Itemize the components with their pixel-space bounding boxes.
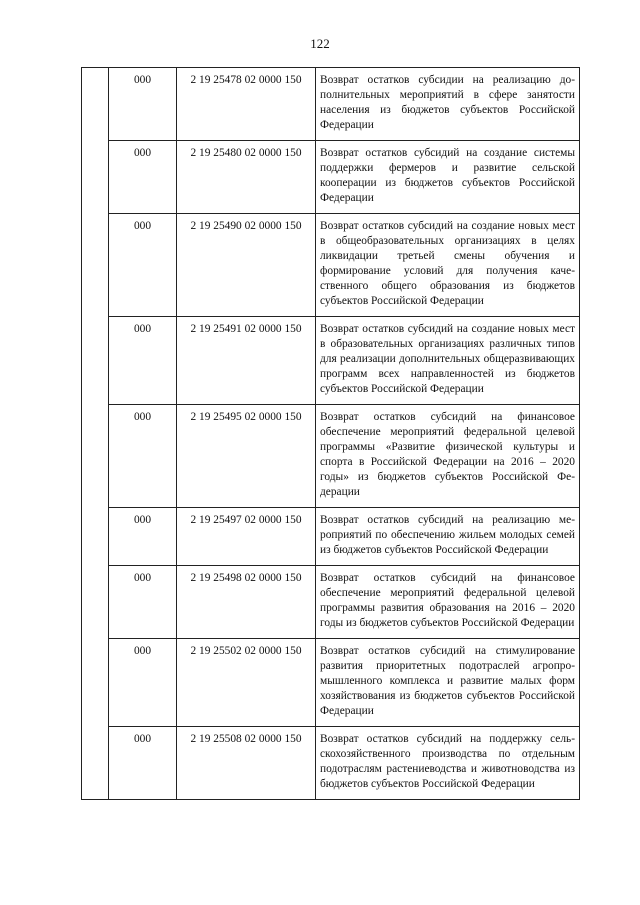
table-row [82,141,580,214]
page-number: 122 [310,36,330,51]
admin-code-cell: 000 [109,639,177,727]
admin-code-cell: 000 [109,141,177,214]
blank-cell [82,141,109,214]
admin-code-cell: 000 [109,214,177,317]
budget-code-cell: 2 19 25478 02 0000 150 [177,68,316,141]
admin-code-cell: 000 [109,317,177,405]
table-row [82,214,580,317]
description-cell: Возврат остатков субсидий на создание новых мест в образовательных организациях различных типов для реализации дополнительных общеразвивающих программ всех направленностей из бюджетов субъектов Российской Федерации [316,317,580,405]
description-cell: Возврат остатков субсидий на создание системы поддержки фермеров и развитие сельской кооперации из бюджетов субъектов Российской Федерации [316,141,580,214]
admin-code-cell: 000 [109,405,177,508]
budget-code-cell: 2 19 25508 02 0000 150 [177,727,316,800]
blank-cell [82,214,109,317]
table-body [82,68,580,800]
table-row [82,566,580,639]
budget-code-cell: 2 19 25491 02 0000 150 [177,317,316,405]
blank-cell [82,566,109,639]
admin-code-cell: 000 [109,727,177,800]
description-cell: Возврат остатков субсидий на стимулирование развития приоритетных подотраслей агропромышленного комплекса и развитие малых форм хозяйствования из бюджетов субъектов Российской Федерации [316,639,580,727]
budget-code-cell: 2 19 25498 02 0000 150 [177,566,316,639]
admin-code-cell: 000 [109,508,177,566]
description-cell: Возврат остатков субсидий на финансовое обеспечение мероприятий федеральной целевой программы развития образования на 2016 – 2020 годы из бюджетов субъектов Российской Федерации [316,566,580,639]
budget-codes-table [81,67,580,800]
blank-cell [82,727,109,800]
table-row [82,508,580,566]
description-cell: Возврат остатков субсидий на реализацию мероприятий по обеспечению жильем молодых семей из бюджетов субъектов Российской Федерации [316,508,580,566]
table-row [82,727,580,800]
table-row [82,405,580,508]
admin-code-cell: 000 [109,566,177,639]
description-cell: Возврат остатков субсидий на финансовое обеспечение мероприятий федеральной целевой программы «Развитие физической культуры и спорта в Российской Федерации на 2016 – 2020 годы» из бюджетов субъектов Российской Федерации [316,405,580,508]
description-cell: Возврат остатков субсидий на создание новых мест в общеобразовательных организациях в целях ликвидации третьей смены обучения и формирование условий для получения качественного общего образования из бюджетов субъектов Российской Федерации [316,214,580,317]
blank-cell [82,508,109,566]
budget-code-cell: 2 19 25495 02 0000 150 [177,405,316,508]
description-cell: Возврат остатков субсидий на поддержку сельскохозяйственного производства по отдельным подотраслям растениеводства и животноводства из бюджетов субъектов Российской Федерации [316,727,580,800]
budget-code-cell: 2 19 25480 02 0000 150 [177,141,316,214]
table-row [82,317,580,405]
blank-cell [82,68,109,141]
budget-code-cell: 2 19 25502 02 0000 150 [177,639,316,727]
description-cell: Возврат остатков субсидии на реализацию дополнительных мероприятий в сфере занятости населения из бюджетов субъектов Российской Федерации [316,68,580,141]
table-row [82,639,580,727]
blank-cell [82,639,109,727]
blank-cell [82,317,109,405]
budget-code-cell: 2 19 25490 02 0000 150 [177,214,316,317]
budget-code-cell: 2 19 25497 02 0000 150 [177,508,316,566]
admin-code-cell: 000 [109,68,177,141]
table-row [82,68,580,141]
blank-cell [82,405,109,508]
